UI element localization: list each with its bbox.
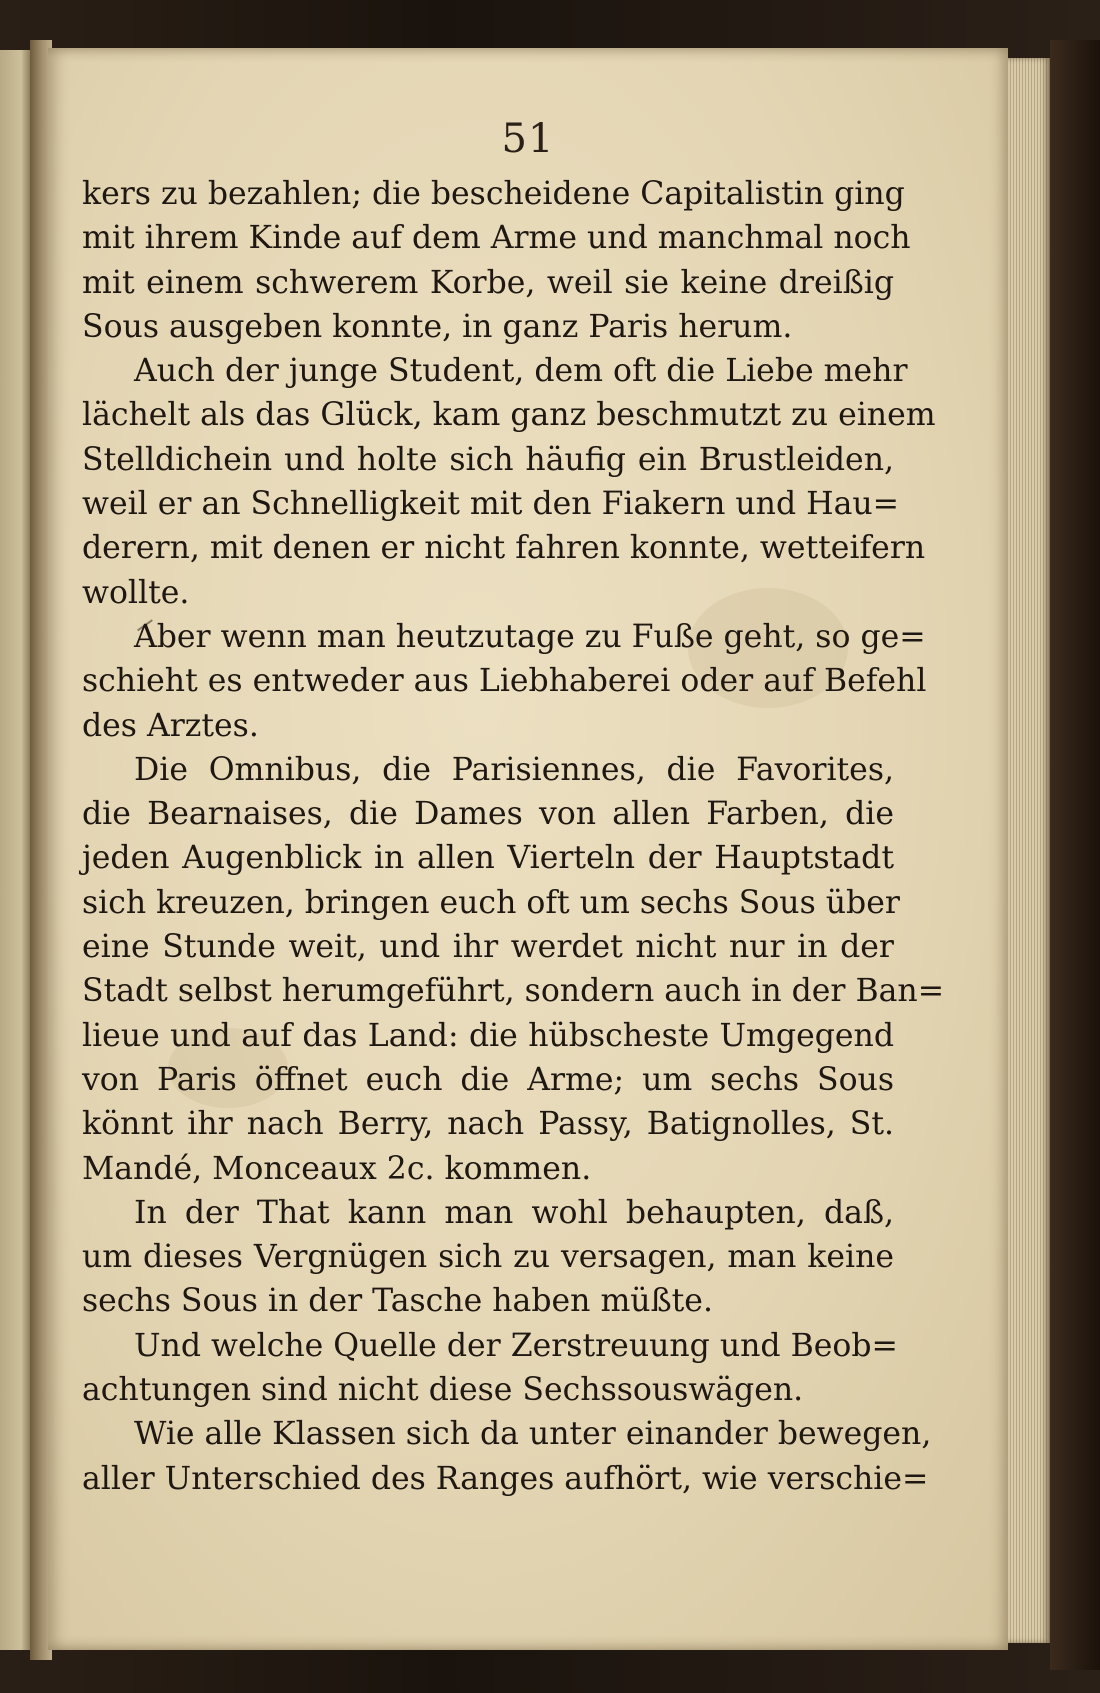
page-text	[82, 172, 945, 1501]
text-line: des Arztes.	[82, 707, 259, 744]
text-line: Und welche Quelle der Zerstreuung und Beob=	[134, 1327, 898, 1364]
text-line: derern, mit denen er nicht fahren konnte, wetteifern	[82, 530, 926, 567]
text-line: mit einem schwerem Korbe, weil sie keine dreißig	[82, 264, 894, 301]
text-line: die Bearnaises, die Dames von allen Farben, die	[82, 796, 894, 833]
page-stack-edges	[1008, 58, 1050, 1643]
text-line: sechs Sous in der Tasche haben müßte.	[82, 1283, 713, 1320]
text-line: achtungen sind nicht diese Sechssouswägen.	[82, 1372, 804, 1409]
text-line: mit ihrem Kinde auf dem Arme und manchmal noch	[82, 220, 911, 257]
text-line: um dieses Vergnügen sich zu versagen, man keine	[82, 1239, 894, 1276]
page-number: 51	[501, 116, 555, 162]
text-line: aller Unterschied des Ranges aufhört, wie verschie=	[82, 1460, 929, 1497]
text-line: lächelt als das Glück, kam ganz beschmutzt zu einem	[82, 397, 936, 434]
text-line: könnt ihr nach Berry, nach Passy, Batignolles, St.	[82, 1106, 894, 1143]
text-line: Aber wenn man heutzutage zu Fuße geht, so ge=	[134, 618, 926, 655]
book-cover-edge	[1050, 40, 1100, 1670]
text-line: Stadt selbst herumgeführt, sondern auch in der Ban=	[82, 973, 945, 1010]
text-line: Sous ausgeben konnte, in ganz Paris herum.	[82, 308, 793, 345]
text-line: von Paris öffnet euch die Arme; um sechs Sous	[82, 1061, 894, 1098]
text-line: schieht es entweder aus Liebhaberei oder auf Befehl	[82, 663, 927, 700]
text-line: kers zu bezahlen; die bescheidene Capitalistin ging	[82, 176, 905, 212]
text-line: lieue und auf das Land: die hübscheste Umgegend	[82, 1017, 894, 1054]
book-page	[48, 48, 1008, 1650]
text-line: In der That kann man wohl behaupten, daß,	[134, 1194, 894, 1231]
text-line: Wie alle Klassen sich da unter einander bewegen,	[134, 1416, 932, 1453]
previous-page-edge	[0, 50, 30, 1650]
text-line: sich kreuzen, bringen euch oft um sechs Sous über	[82, 884, 900, 921]
text-line: Die Omnibus, die Parisiennes, die Favorites,	[134, 751, 894, 788]
text-line: Auch der junge Student, dem oft die Liebe mehr	[134, 353, 908, 390]
text-line: eine Stunde weit, und ihr werdet nicht nur in der	[82, 929, 894, 966]
text-line: Mandé, Monceaux 2c. kommen.	[82, 1150, 592, 1187]
text-line: Stelldichein und holte sich häufig ein Brustleiden,	[82, 441, 894, 478]
text-line: jeden Augenblick in allen Vierteln der Hauptstadt	[82, 840, 894, 877]
text-line: weil er an Schnelligkeit mit den Fiakern und Hau=	[82, 486, 900, 523]
text-line: wollte.	[82, 574, 190, 611]
